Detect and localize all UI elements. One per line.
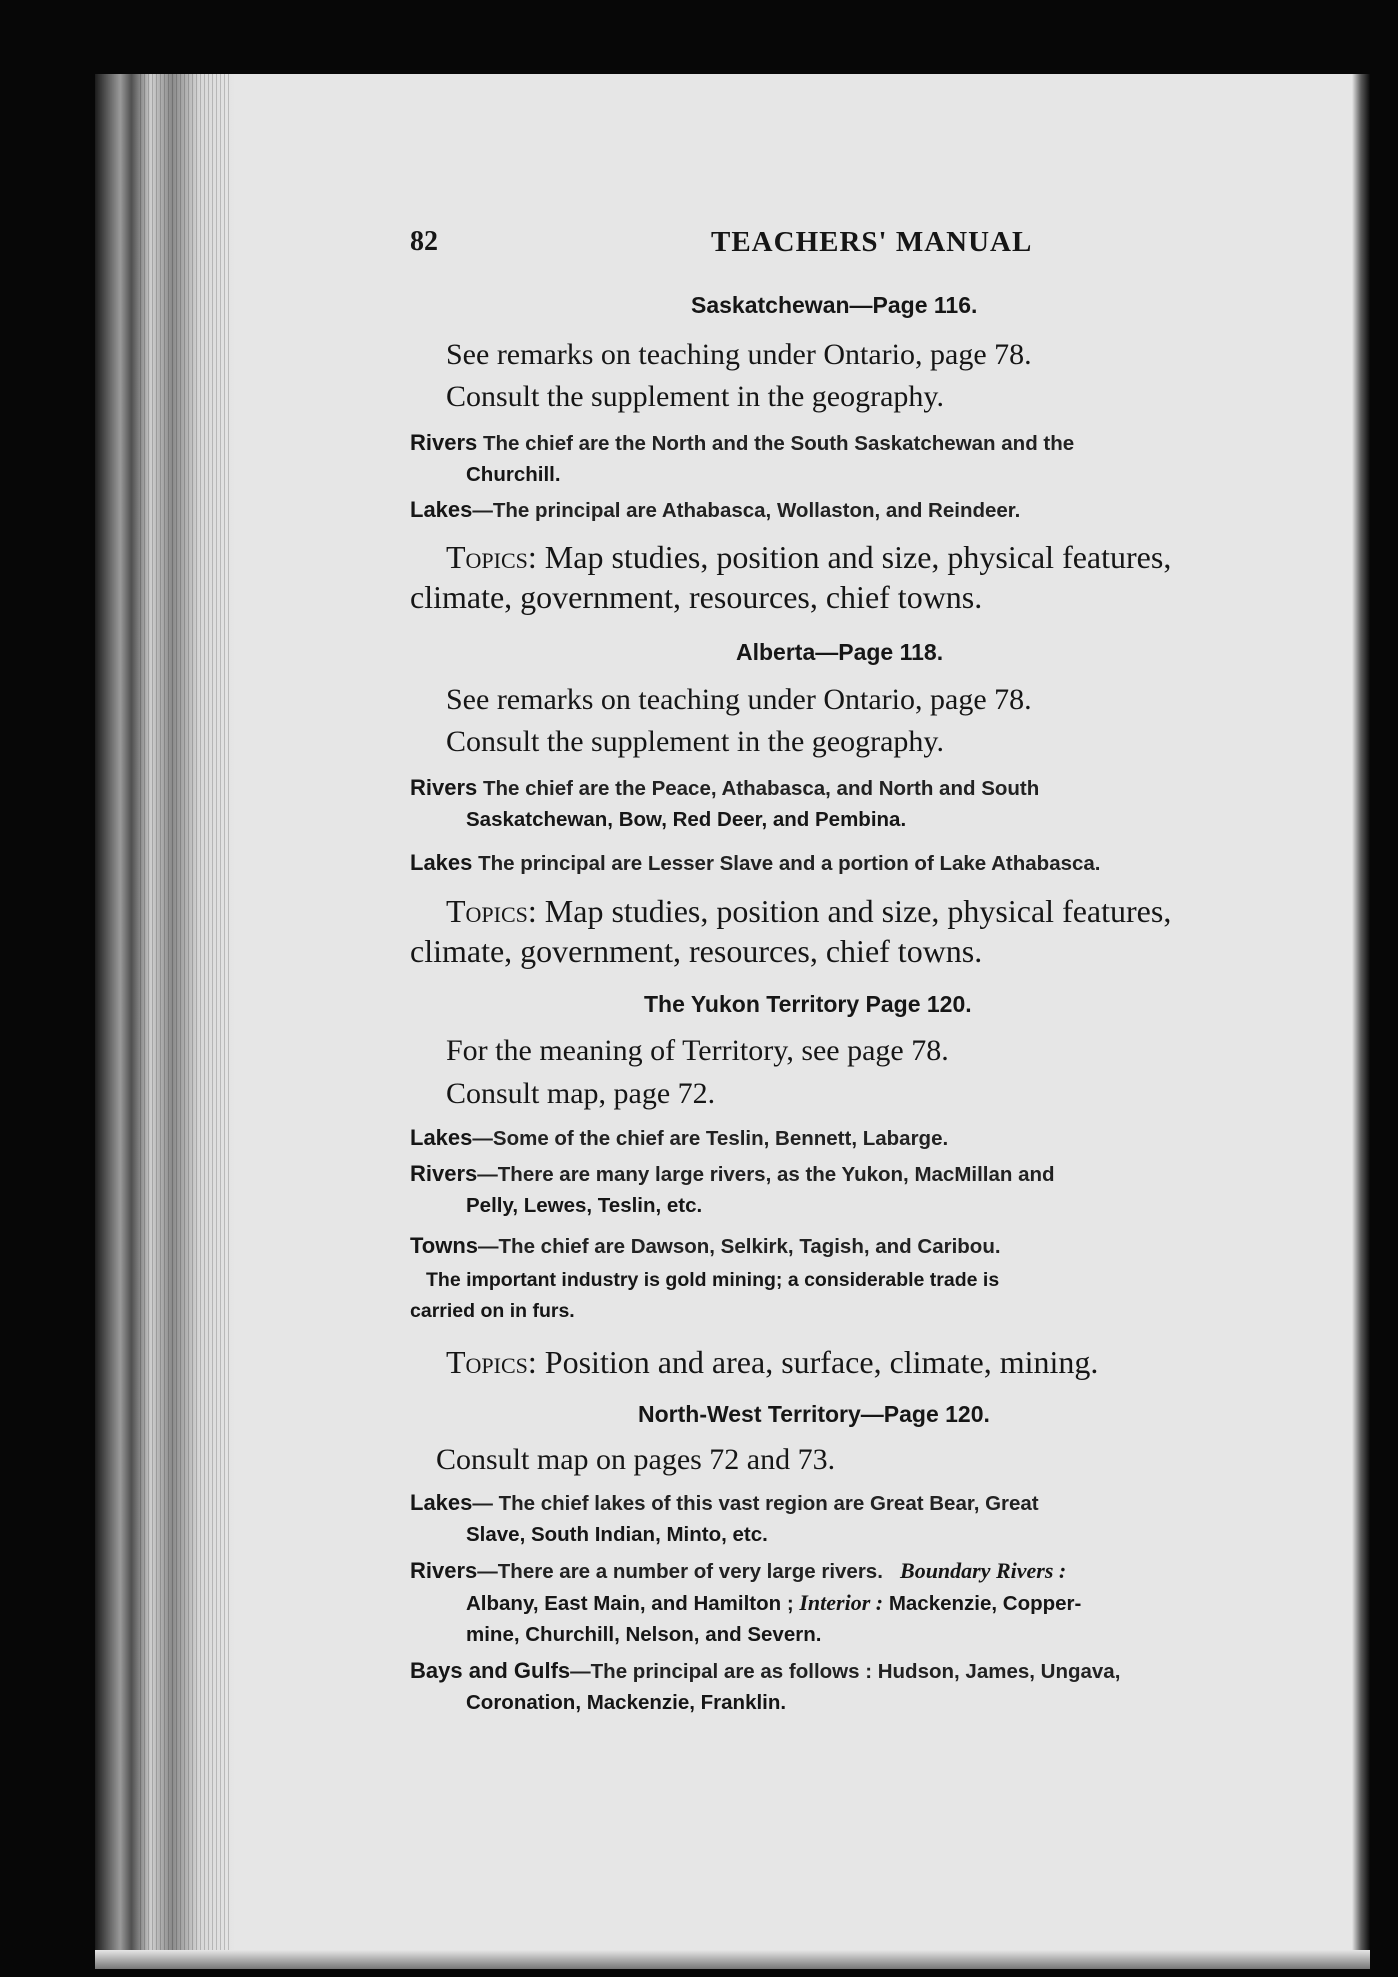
entry-lakes (410, 1487, 1322, 1550)
entry-lakes (410, 847, 1322, 879)
entry-head: Lakes (410, 1490, 473, 1515)
entry-head: Rivers (410, 1161, 478, 1186)
entry-continuation-text: Albany, East Main, and Hamilton ; (466, 1592, 794, 1615)
entry-text: —There are a number of very large rivers. (477, 1560, 883, 1583)
section-line: See remarks on teaching under Ontario, page 78. (446, 683, 1032, 716)
entry-text: —Some of the chief are Teslin, Bennett, Labarge. (472, 1127, 949, 1150)
topics-label: Topics (446, 1344, 528, 1380)
topics (410, 537, 1322, 617)
entry-head: Towns (410, 1233, 479, 1258)
entry-head: Rivers (410, 1558, 478, 1583)
section-title-saskatchewan: Saskatchewan—Page 116. (691, 292, 978, 318)
entry-head: Bays and Gulfs (410, 1658, 571, 1683)
entry-rivers (410, 772, 1322, 835)
page-number: 82 (410, 226, 438, 257)
entry-continuation: Saskatchewan, Bow, Red Deer, and Pembina. (466, 808, 907, 831)
entry-rivers (410, 1555, 1322, 1650)
paragraph-line: carried on in furs. (410, 1300, 575, 1322)
entry-rivers (410, 1158, 1322, 1221)
entry-italic: Boundary Rivers : (900, 1558, 1067, 1583)
entry-text: —The principal are as follows : Hudson, James, Ungava, (570, 1660, 1121, 1683)
topics-continuation: climate, government, resources, chief towns. (410, 933, 983, 969)
topics-text: : Map studies, position and size, physical features, (527, 539, 1172, 575)
topics-text: : Map studies, position and size, physical features, (527, 893, 1172, 929)
topics-text: : Position and area, surface, climate, mining. (527, 1344, 1099, 1380)
entry-continuation: Coronation, Mackenzie, Franklin. (466, 1691, 787, 1714)
topics (410, 1342, 1322, 1382)
entry-continuation: Slave, South Indian, Minto, etc. (466, 1523, 768, 1546)
entry-continuation-text: Mackenzie, Copper- (883, 1592, 1082, 1615)
entry-text: The principal are Lesser Slave and a portion of Lake Athabasca. (472, 852, 1101, 875)
entry-text: —The principal are Athabasca, Wollaston, and Reindeer. (472, 499, 1021, 522)
entry-head: Lakes (410, 1125, 473, 1150)
section-line: Consult map on pages 72 and 73. (436, 1443, 836, 1476)
entry-head: Rivers (410, 430, 478, 455)
section-line: See remarks on teaching under Ontario, page 78. (446, 338, 1032, 371)
paragraph-line: The important industry is gold mining; a considerable trade is (426, 1269, 1000, 1291)
topics-continuation: climate, government, resources, chief towns. (410, 579, 983, 615)
entry-head: Lakes (410, 850, 473, 875)
topics-label: Topics (446, 893, 528, 929)
topics (410, 891, 1322, 971)
section-title-north-west: North-West Territory—Page 120. (638, 1401, 990, 1427)
entry-text: The chief are the North and the South Saskatchewan and the (477, 432, 1075, 455)
section-line: Consult map, page 72. (446, 1077, 716, 1110)
entry-text: The chief are the Peace, Athabasca, and North and South (477, 777, 1040, 800)
running-head: TEACHERS' MANUAL (711, 226, 1033, 258)
entry-lakes (410, 1122, 1322, 1154)
section-line: Consult the supplement in the geography. (446, 380, 944, 413)
entry-text: —There are many large rivers, as the Yukon, MacMillan and (477, 1163, 1055, 1186)
entry-head: Lakes (410, 497, 473, 522)
entry-text: —The chief are Dawson, Selkirk, Tagish, and Caribou. (478, 1235, 1001, 1258)
section-line: Consult the supplement in the geography. (446, 725, 944, 758)
entry-towns (410, 1230, 1322, 1262)
section-title-alberta: Alberta—Page 118. (736, 639, 944, 665)
section-title-yukon: The Yukon Territory Page 120. (644, 991, 972, 1017)
entry-italic: Interior : (799, 1590, 884, 1615)
entry-continuation: mine, Churchill, Nelson, and Severn. (466, 1623, 822, 1646)
entry-continuation: Churchill. (466, 463, 561, 486)
entry-continuation: Pelly, Lewes, Teslin, etc. (466, 1194, 703, 1217)
industry-paragraph (410, 1265, 1322, 1327)
entry-bays-gulfs (410, 1655, 1322, 1718)
section-line: For the meaning of Territory, see page 78. (446, 1034, 949, 1067)
entry-rivers (410, 427, 1322, 490)
entry-continuation (410, 1587, 1322, 1619)
entry-head: Rivers (410, 775, 478, 800)
entry-lakes (410, 494, 1322, 526)
entry-text: — The chief lakes of this vast region are Great Bear, Great (472, 1492, 1039, 1515)
topics-label: Topics (446, 539, 528, 575)
